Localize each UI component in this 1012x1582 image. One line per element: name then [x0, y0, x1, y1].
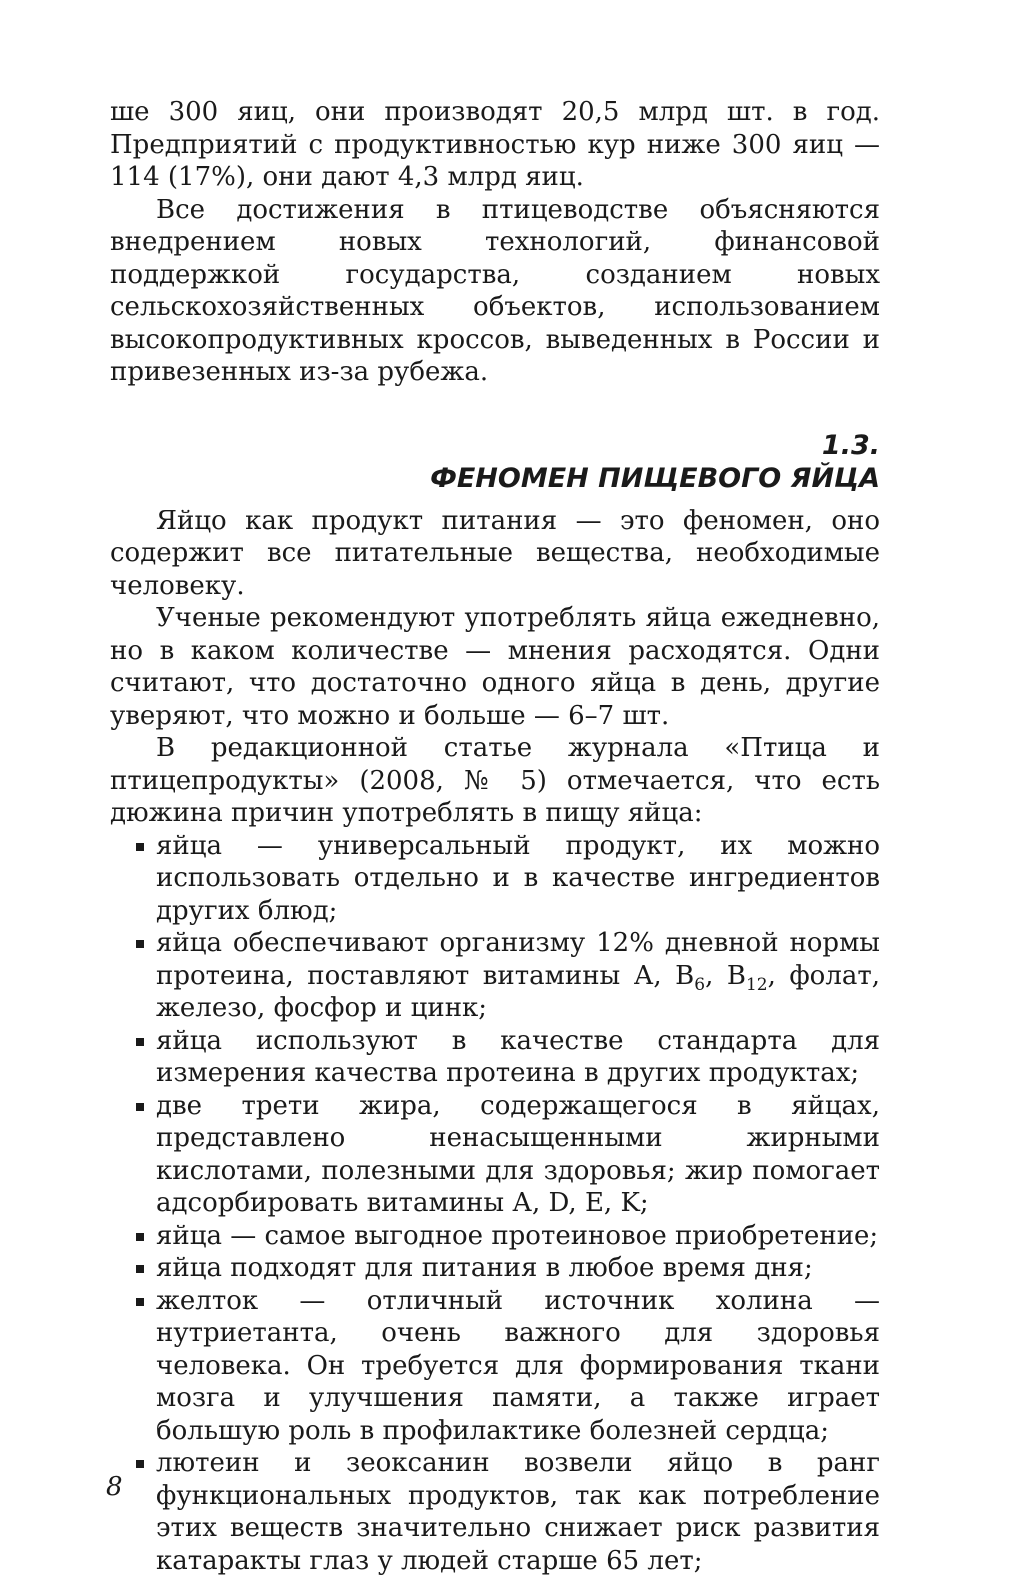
bullet-square-icon [136, 1233, 144, 1241]
list-item: желток — отличный источник холина — нутриетанта, очень важного для здоровья человека. Он требуется для формирования ткани мозга и улучшения памяти, а также играет большую роль в профилактике болезней сердца; [110, 1285, 880, 1448]
section-number: 1.3. [821, 429, 880, 461]
bullet-square-icon [136, 1103, 144, 1111]
list-item: лютеин и зеоксанин возвели яйцо в ранг функциональных продуктов, так как потребление этих веществ значительно снижает риск развития катаракты глаз у людей старше 65 лет; [110, 1447, 880, 1577]
paragraph-egg-phenomenon: Яйцо как продукт питания — это феномен, оно содержит все питательные вещества, необходимые человеку. [110, 505, 880, 601]
paragraph-journal: В редакционной статье журнала «Птица и птицепродукты» (2008, № 5) отмечается, что есть дюжина причин употреблять в пищу яйца: [110, 733, 880, 828]
page-number: 8 [106, 1472, 123, 1502]
list-item: яйца — самое выгодное протеиновое приобретение; [110, 1220, 880, 1253]
section-title: ФЕНОМЕН ПИЩЕВОГО ЯЙЦА [430, 462, 880, 494]
reasons-list [110, 830, 880, 1578]
list-item: яйца обеспечивают организму 12% дневной нормы протеина, поставляют витамины А, $В_6$, $В_{12}$, фолат, железо, фосфор и цинк; [110, 927, 880, 1025]
bullet-square-icon [136, 1298, 144, 1306]
bullet-square-icon [136, 1265, 144, 1273]
list-item: две трети жира, содержащегося в яйцах, представлено ненасыщенными жирными кислотами, полезными для здоровья; жир помогает адсорбировать витамины А, D, Е, K; [110, 1090, 880, 1220]
list-item: яйца используют в качестве стандарта для измерения качества протеина в других продуктах; [110, 1025, 880, 1090]
paragraph-recommendations: Ученые рекомендуют употреблять яйца ежедневно, но в каком количестве — мнения расходятся. Одни считают, что достаточно одного яйца в день, другие уверяют, что можно и больше — 6–7 шт. [110, 603, 880, 731]
bullet-square-icon [136, 1460, 144, 1468]
section-heading [110, 429, 880, 495]
bullet-square-icon [136, 1038, 144, 1046]
list-item: яйца — универсальный продукт, их можно использовать отдельно и в качестве ингредиентов других блюд; [110, 830, 880, 928]
bullet-square-icon [136, 843, 144, 851]
paragraph-achievements: Все достижения в птицеводстве объясняются внедрением новых технологий, финансовой поддержкой государства, созданием новых сельскохозяйственных объектов, использованием высокопродуктивных кроссов, выведенных в России и привезенных из-за рубежа. [110, 194, 880, 387]
bullet-square-icon [136, 940, 144, 948]
page-body [110, 96, 880, 1577]
paragraph-continuation: ше 300 яиц, они производят 20,5 млрд шт. в год. Предприятий с продуктивностью кур ниже 300 яиц — 114 (17%), они дают 4,3 млрд яиц. [110, 97, 880, 192]
list-item: яйца подходят для питания в любое время дня; [110, 1252, 880, 1285]
